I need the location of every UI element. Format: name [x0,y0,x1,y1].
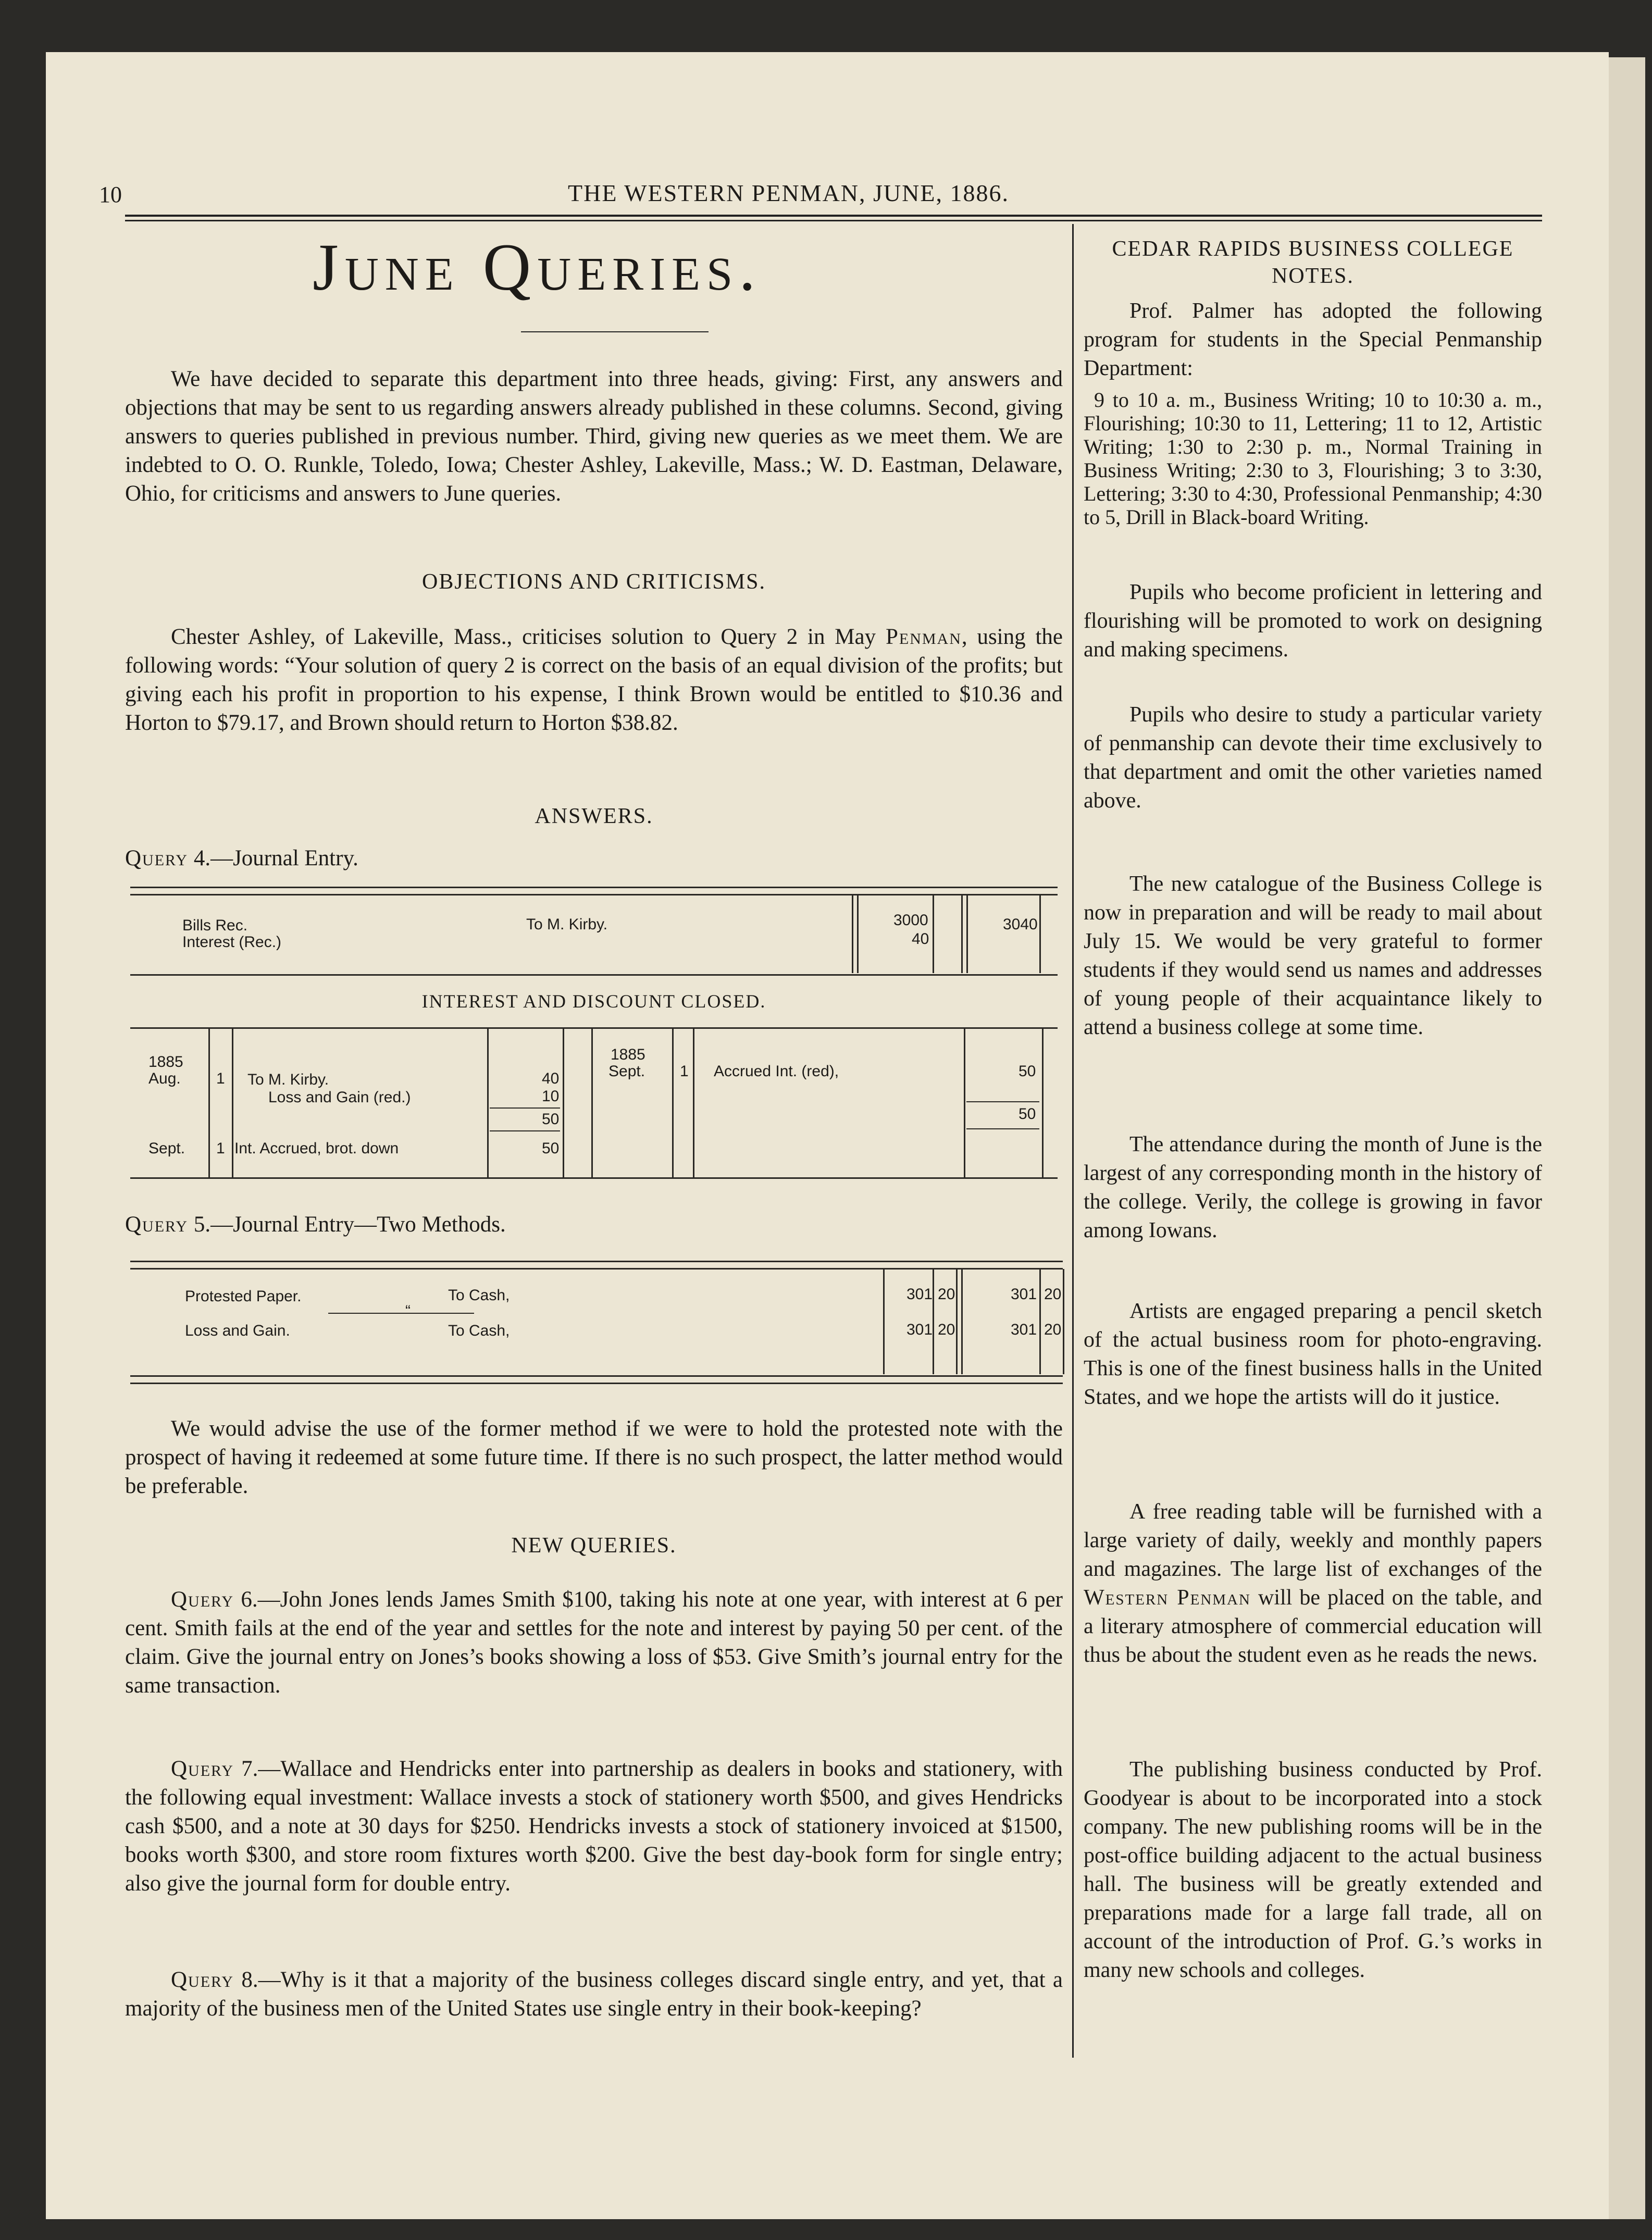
query6-paragraph [125,1585,1063,1700]
notes-p7 [1084,1498,1542,1670]
t1-credit: 3040 [1003,916,1038,933]
query4-text: 4.—Journal Entry. [188,846,358,870]
college-notes-heading: CEDAR RAPIDS BUSINESS COLLEGE NOTES. [1112,237,1514,288]
notes-p8: The publishing business conducted by Prof. Goodyear is about to be incorporated into a stock company. The new publishing rooms will be in the post-office building adjacent to the actual business hall. The business will be greatly extended and preparations made for a large fall trade, all on account of the introduction of Prof. G.’s works in many new schools and colleges. [1084,1758,1542,1982]
query7-label: Query [171,1757,234,1781]
table1-top2 [130,894,1058,895]
table2-v2 [232,1029,233,1177]
t2-sept-day: 1 [216,1140,225,1157]
query4-heading [125,844,1063,873]
table3-v5 [1039,1269,1041,1374]
objections-text-end: , using the following words: “Your solution of query 2 is correct on the basis of an equal division of the profits; but giving each his profit in proportion to his expense, I think Brown would be entitled to $10.36 and Horton to $79.17, and Brown should return to Horton $38.82. [125,625,1063,735]
page-number: 10 [99,182,122,207]
table2-top [130,1027,1058,1029]
table3-v6 [1063,1269,1064,1374]
table3-v2 [933,1269,934,1374]
t1-debit1: 3000 [893,912,928,929]
objections-text-start: Chester Ashley, of Lakeville, Mass., criticises solution to Query 2 in May [171,625,886,649]
table2-total-line [490,1107,560,1109]
notes-p7-penman: Western Penman [1084,1586,1251,1610]
table1-col2 [857,895,859,973]
t2-sept: Sept. [148,1140,185,1157]
advice-paragraph: We would advise the use of the former method if we were to hold the protested note with the prospect of having it redeemed at some future time. If there is no such prospect, the latter method would be preferable. [125,1416,1063,1498]
table2-v6 [672,1029,674,1177]
t2-entry2: Loss and Gain (red.) [268,1089,411,1106]
table2-v8 [964,1029,965,1177]
table2-v3 [487,1029,489,1177]
title-underline [521,331,709,332]
table1-col4 [961,895,963,973]
table2-v5 [591,1029,593,1177]
t3-ditto: “ [405,1302,411,1320]
notes-p3: Pupils who desire to study a particular variety of penmanship can devote their time exclusively to that department and omit the other varieties named above. [1084,703,1542,813]
t2-amt2: 10 [542,1088,560,1105]
table1-bottom [130,974,1058,976]
table1-col5 [966,895,968,973]
notes-schedule: 9 to 10 a. m., Business Writing; 10 to 10:30 a. m., Flourishing; 10:30 to 11, Lettering; 11 to 12, Artistic Writing; 1:30 to 2:30 p. m., Normal Training in Business Writing; 2:30 to 3, Flourishing; 3 to 3:30, Lettering; 3:30 to 4:30, Professional Penmanship; 4:30 to 5, Drill in Black-board Writing. [1084,388,1542,529]
t3-d1: 301 [906,1286,933,1303]
t3-f1: 20 [1044,1286,1062,1303]
t2-day: 1 [216,1070,225,1087]
table2-bottom [130,1177,1058,1179]
running-title: THE WESTERN PENMAN, JUNE, 1886. [568,180,1009,206]
notes-p2: Pupils who become proficient in lettering and flourishing will be promoted to work on designing and making specimens. [1084,580,1542,662]
table3-bottom2 [130,1383,1063,1384]
table3-top2 [130,1268,1063,1270]
query4-label: Query [125,846,189,870]
query8-label: Query [171,1968,234,1992]
t3-e1: 301 [1011,1286,1037,1303]
t3-protested-paper: Protested Paper. [185,1288,302,1305]
table3-bottom [130,1375,1063,1377]
t2-total: 50 [542,1111,560,1128]
table3-ditto-line [328,1313,474,1314]
notes-p1: Prof. Palmer has adopted the following program for students in the Special Penmanship Department: [1084,299,1542,380]
t1-bills-rec: Bills Rec. [182,917,248,934]
notes-p6: Artists are engaged preparing a pencil sketch of the actual business room for photo-engraving. This is one of the finest business halls in the United States, and we hope the artists will do it justice. [1084,1299,1542,1409]
table3-top [130,1261,1063,1262]
interest-discount-heading: INTEREST AND DISCOUNT CLOSED. [421,991,766,1012]
t3-to-cash-1: To Cash, [448,1287,510,1304]
notes-p4: The new catalogue of the Business College is now in preparation and will be ready to mail about July 15. We would be very grateful to former students if they would send us names and addresses of young people of their acquaintance likely to attend a business college at some time. [1084,872,1542,1039]
next-page-edge [1609,57,1645,2219]
table3-v1 [883,1269,885,1374]
t3-loss-gain: Loss and Gain. [185,1322,290,1339]
table2-total-line2 [490,1130,560,1131]
query8-paragraph [125,1965,1063,2023]
penman-name: Penman [885,625,962,649]
t2-year: 1885 [148,1053,183,1071]
t2-amt1: 40 [542,1070,560,1087]
query8-text: 8.—Why is it that a majority of the business colleges discard single entry, and yet, that a majority of the business men of the United States use single entry in their book-keeping? [125,1968,1063,2021]
table1-col6 [1039,895,1041,973]
new-queries-heading: NEW QUERIES. [511,1534,677,1558]
t2-r-day: 1 [680,1063,689,1080]
table1-col3 [933,895,934,973]
t1-debit2: 40 [912,930,929,948]
table3-v4 [961,1269,963,1374]
t2-r-month: Sept. [608,1063,645,1080]
t2-sept-amt: 50 [542,1140,560,1157]
table2-v9 [1042,1029,1044,1177]
objections-paragraph [125,623,1063,737]
t3-c1: 20 [938,1286,955,1303]
table3-v3 [956,1269,958,1374]
notes-p5: The attendance during the month of June is the largest of any corresponding month in the history of the college. Verily, the college is growing in favor among Iowans. [1084,1133,1542,1242]
t2-r-total: 50 [1018,1105,1036,1123]
t3-c2: 20 [938,1321,955,1338]
query5-heading [125,1210,1063,1239]
t2-r-entry: Accrued Int. (red), [714,1063,839,1080]
table2-rtotal-line2 [966,1128,1039,1129]
t3-f2: 20 [1044,1321,1062,1338]
t2-month: Aug. [148,1070,181,1087]
header-rule-top [125,215,1542,217]
query5-label: Query [125,1212,189,1237]
query6-label: Query [171,1587,234,1612]
query6-text: 6.—John Jones lends James Smith $100, taking his note at one year, with interest at 6 per cent. Smith fails at the end of the year and settles for the note and interest by paying 50 per cent. of the claim. Give the journal entry on Jones’s books showing a loss of $53. Give Smith’s journal entry for the same transaction. [125,1587,1063,1698]
article-title: June Queries. [313,230,762,304]
query7-text: 7.—Wallace and Hendricks enter into partnership as dealers in books and stationery, with the following equal investment: Wallace invests a stock of stationery worth $500, and gives Hendricks cash $500, and a note at 30 days for $250. Hendricks invests a stock of stationery invoiced at $1500, books worth $300, and store room fixtures worth $200. Give the best day-book form for single entry; also give the journal form for double entry. [125,1757,1063,1896]
t3-d2: 301 [906,1321,933,1338]
t1-to-kirby: To M. Kirby. [526,916,608,933]
t3-e2: 301 [1011,1321,1037,1338]
table2-v4 [563,1029,564,1177]
t2-r-year: 1885 [611,1046,645,1063]
table1-top [130,887,1058,888]
intro-paragraph: We have decided to separate this department into three heads, giving: First, any answers and objections that may be sent to us regarding answers already published in these columns. Second, giving answers to queries published in previous number. Third, giving new queries as we meet them. We are indebted to O. O. Runkle, Toledo, Iowa; Chester Ashley, Lakeville, Mass.; W. D. Eastman, Delaware, Ohio, for criticisms and answers to June queries. [125,367,1063,506]
t2-r-amt: 50 [1018,1063,1036,1080]
notes-p7-start: A free reading table will be furnished with a large variety of daily, weekly and monthly papers and magazines. The large list of exchanges of the [1084,1500,1542,1581]
table2-v7 [693,1029,694,1177]
answers-heading: ANSWERS. [535,804,653,828]
t2-sept-entry: Int. Accrued, brot. down [234,1140,399,1157]
table2-v1 [208,1029,210,1177]
table2-rtotal-line [966,1101,1039,1102]
t1-interest-rec: Interest (Rec.) [182,934,282,951]
column-divider [1072,224,1074,2058]
header-rule-bottom [125,220,1542,221]
query7-paragraph [125,1754,1063,1898]
t2-entry1: To M. Kirby. [247,1071,329,1088]
t3-to-cash-2: To Cash, [448,1322,510,1339]
objections-heading: OBJECTIONS AND CRITICISMS. [422,570,766,594]
query5-text: 5.—Journal Entry—Two Methods. [188,1212,506,1237]
notes-p7-end: will be placed on the table, and a literary atmosphere of commercial education will thus be about the student even as he reads the news. [1084,1586,1542,1667]
table1-col1 [852,895,853,973]
